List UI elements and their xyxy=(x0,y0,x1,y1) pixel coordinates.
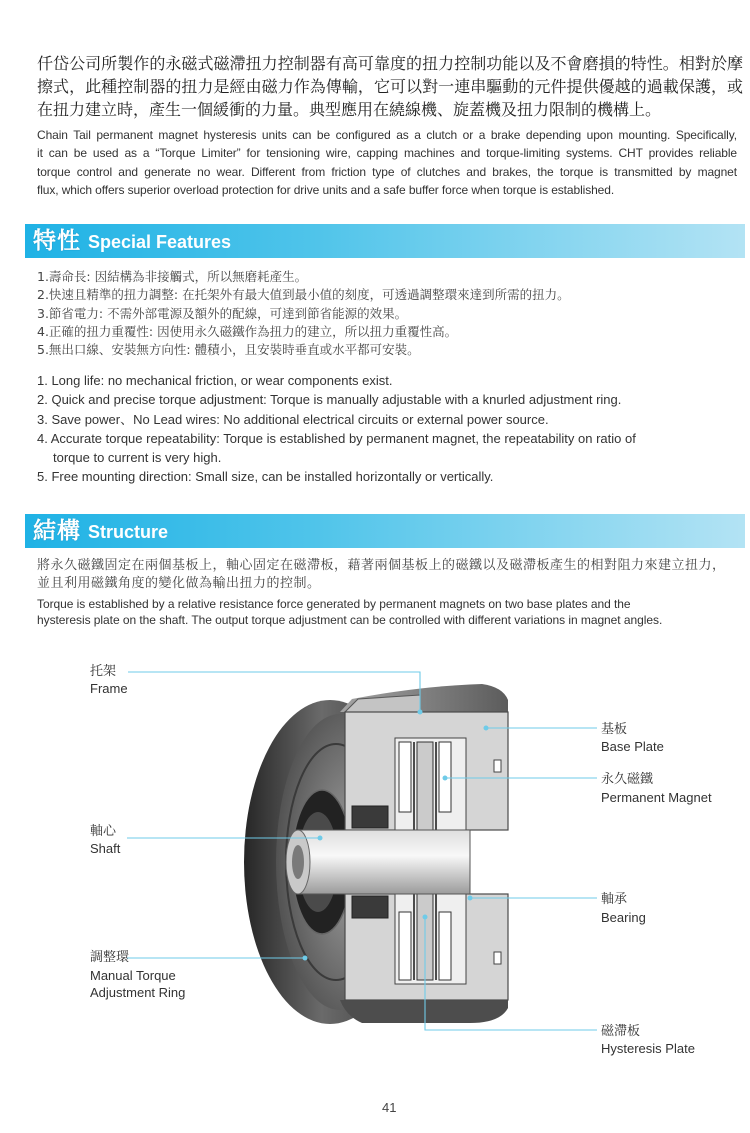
hysteresis-unit-cutaway-diagram xyxy=(0,640,750,1080)
bearing-lower xyxy=(352,896,388,918)
label-hysteresis-plate-zh: 磁滯板 xyxy=(601,1024,641,1039)
features-chinese-list xyxy=(37,268,570,359)
special-features-heading-bar xyxy=(25,224,745,258)
feature-en-item: 3. Save power、No Lead wires: No additional electrical circuits or external power source. xyxy=(37,411,549,427)
permanent-magnet-lower-right xyxy=(439,912,451,980)
feature-en-item: 4. Accurate torque repeatability: Torque is established by permanent magnet, the repeatability on ratio of xyxy=(37,430,636,446)
label-shaft-zh: 軸心 xyxy=(90,824,117,839)
structure-chinese-paragraph xyxy=(37,557,726,593)
structure-en-line: hysteresis plate on the shaft. The output torque adjustment can be controlled with different variations in magnet angles. xyxy=(37,613,663,627)
label-base-plate-zh: 基板 xyxy=(601,722,628,737)
features-english-list xyxy=(37,371,636,487)
intro-en-line: Chain Tail permanent magnet hysteresis units can be configured as a clutch or a brake depending upon mounting. Specifically, xyxy=(37,128,737,142)
leader-dot-hysteresis-plate xyxy=(423,915,428,920)
housing-bottom-surface xyxy=(340,1000,508,1023)
intro-en-line: it can be used as a “Torque Limiter” for tensioning wire, capping machines and torque-limiting systems. CHT provides reliable xyxy=(37,146,737,161)
label-frame-en: Frame xyxy=(90,681,128,696)
label-adjustment-ring-zh: 調整環 xyxy=(90,950,130,965)
leader-dot-frame xyxy=(418,710,423,715)
leader-dot-permanent-magnet xyxy=(443,776,448,781)
intro-zh-line: 仟岱公司所製作的永磁式磁滯扭力控制器有高可靠度的扭力控制功能以及不會磨損的特性。相對於摩 xyxy=(37,54,743,73)
structure-heading-zh: 結構 xyxy=(33,518,81,544)
label-hysteresis-plate-en: Hysteresis Plate xyxy=(601,1041,695,1056)
page-number: 41 xyxy=(382,1100,397,1115)
shaft-bore xyxy=(292,845,304,879)
feature-zh-item: 3.節省電力: 不需外部電源及額外的配線，可達到節省能源的效果。 xyxy=(37,305,408,321)
feature-en-item: 5. Free mounting direction: Small size, can be installed horizontally or vertically. xyxy=(37,469,494,485)
frame-top-cut-face xyxy=(345,695,420,712)
feature-zh-item: 4.正確的扭力重覆性: 因使用永久磁鐵作為扭力的建立，所以扭力重覆性高。 xyxy=(37,323,458,339)
feature-en-item-continuation: torque to current is very high. xyxy=(53,450,222,466)
label-adjustment-ring-en-line2: Adjustment Ring xyxy=(90,985,186,1000)
shaft-body xyxy=(296,830,470,894)
feature-zh-item: 2.快速且精準的扭力調整: 在托架外有最大值到最小值的刻度，可透過調整環來達到所需的扭力。 xyxy=(37,287,570,303)
intro-zh-line: 在扭力建立時，產生一個緩衝的力量。典型應用在繞線機、旋蓋機及扭力限制的機構上。 xyxy=(37,100,662,119)
label-base-plate-en: Base Plate xyxy=(601,739,664,754)
intro-zh-line: 擦式，此種控制器的扭力是經由磁力作為傳輸，它可以對一連串驅動的元件提供優越的過載保護，或 xyxy=(37,77,743,96)
label-frame-zh: 托架 xyxy=(90,664,117,679)
feature-zh-item: 1.壽命長: 因結構為非接觸式，所以無磨耗產生。 xyxy=(37,269,308,284)
label-permanent-magnet-zh: 永久磁鐵 xyxy=(601,772,654,787)
label-bearing-en: Bearing xyxy=(601,910,646,925)
leader-dot-shaft xyxy=(318,836,323,841)
structure-en-line: Torque is established by a relative resistance force generated by permanent magnets on two base plates and the xyxy=(37,597,631,611)
feature-en-item: 1. Long life: no mechanical friction, or wear components exist. xyxy=(37,373,393,388)
label-bearing-zh: 軸承 xyxy=(601,892,628,907)
special-features-heading-zh: 特性 xyxy=(33,228,81,254)
special-features-heading-en: Special Features xyxy=(88,232,232,252)
intro-chinese-paragraph xyxy=(37,52,743,121)
intro-english-paragraph xyxy=(37,126,737,199)
permanent-magnet-upper-left xyxy=(399,742,411,812)
label-shaft-en: Shaft xyxy=(90,841,121,856)
retaining-notch xyxy=(494,952,501,964)
structure-zh-line: 並且利用磁鐵角度的變化做為輸出扭力的控制。 xyxy=(37,576,321,591)
structure-zh-line: 將永久磁鐵固定在兩個基板上，軸心固定在磁滯板，藉著兩個基板上的磁鐵以及磁滯板產生的相對阻力來建立扭力， xyxy=(37,558,726,573)
leader-dot-base-plate xyxy=(484,726,489,731)
feature-zh-item: 5.無出口線、安裝無方向性: 體積小，且安裝時垂直或水平都可安裝。 xyxy=(37,342,420,358)
label-permanent-magnet-en: Permanent Magnet xyxy=(601,790,712,805)
leader-dot-bearing xyxy=(468,896,473,901)
structure-english-paragraph xyxy=(37,596,662,628)
intro-en-line: torque control and generate no wear. Different from friction type of clutches and brakes, the torque is transmitted by magnet xyxy=(37,164,737,179)
leader-dot-adjustment-ring xyxy=(303,956,308,961)
feature-en-item: 2. Quick and precise torque adjustment: Torque is manually adjustable with a knurled adjustment ring. xyxy=(37,392,622,408)
hysteresis-plate-upper xyxy=(417,742,433,830)
retaining-notch xyxy=(494,760,501,772)
intro-en-line: flux, which offers superior overload protection for drive units and a safe buffer force when torque is established. xyxy=(37,182,615,197)
bearing-upper xyxy=(352,806,388,828)
structure-heading-bar xyxy=(25,514,745,548)
structure-heading-en: Structure xyxy=(88,522,169,542)
permanent-magnet-lower-left xyxy=(399,912,411,980)
label-adjustment-ring-en-line1: Manual Torque xyxy=(90,968,176,983)
